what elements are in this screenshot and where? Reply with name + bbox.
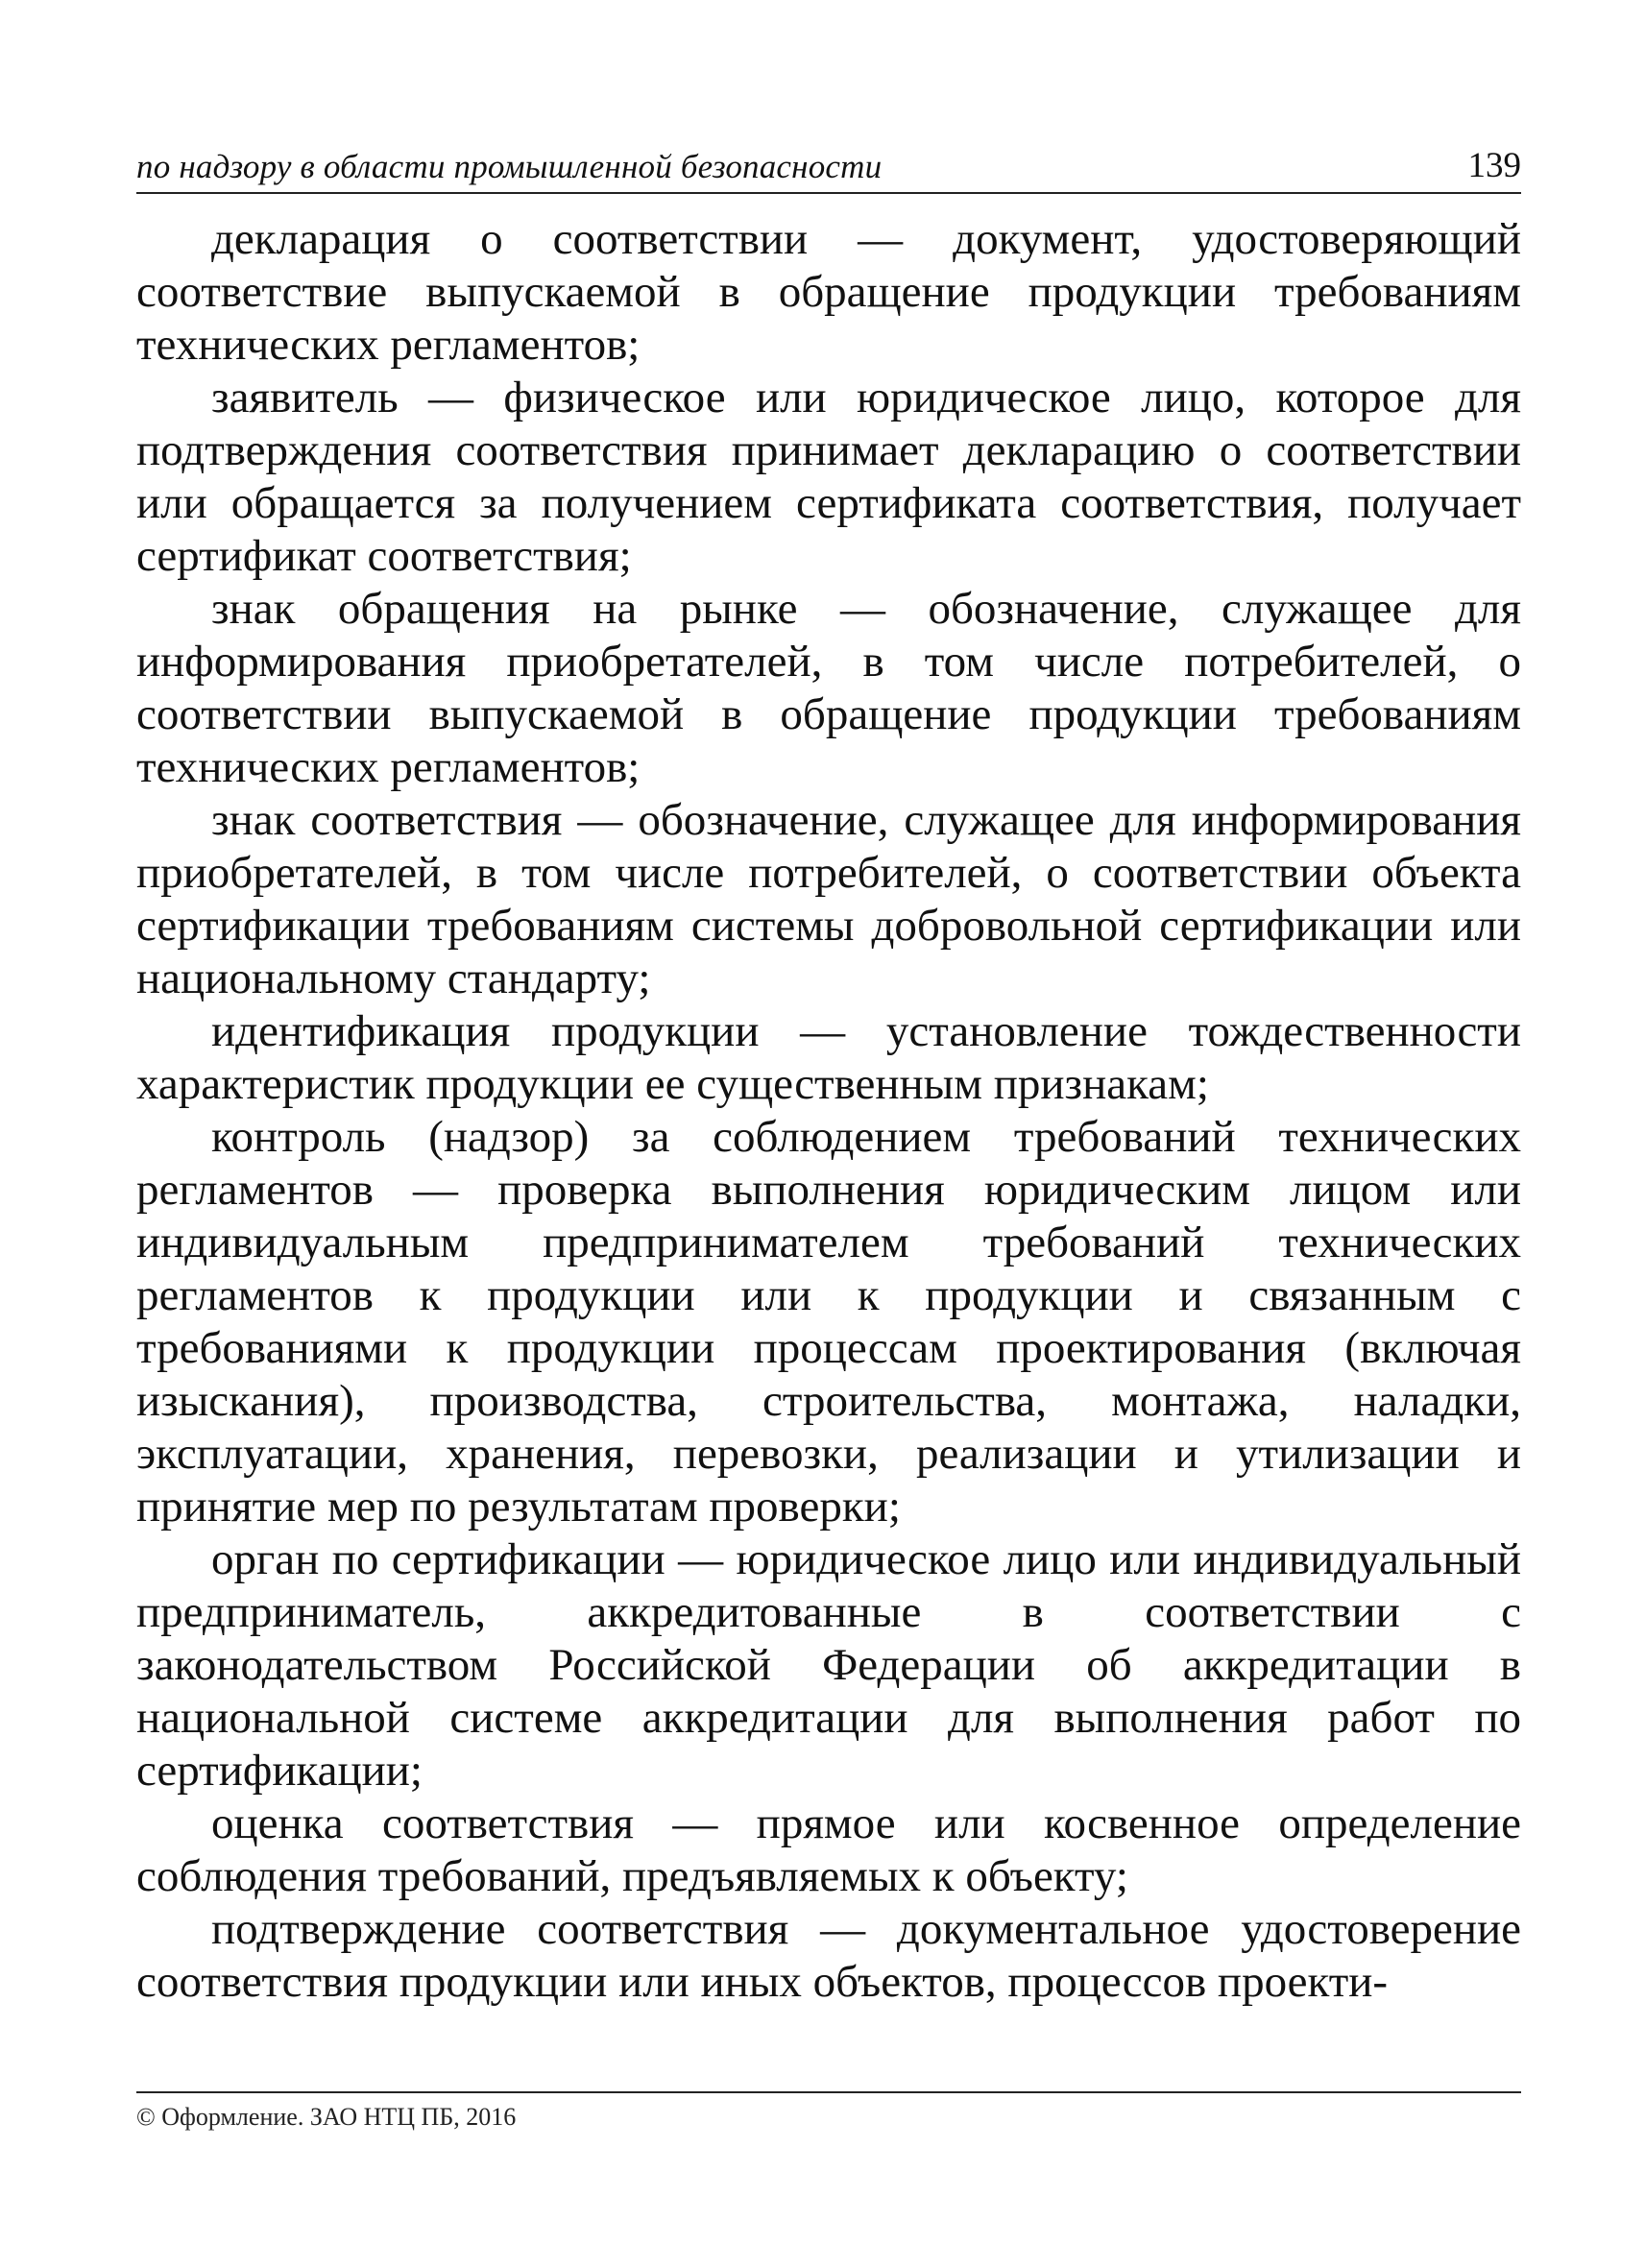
paragraph-market-mark: знак обращения на рынке — обозначение, служащее для информирования приобретателей, в том числе потребителей, о соответствии выпускаемой в обращение продукции требованиям технических регламентов;: [136, 584, 1521, 792]
paragraph-applicant: заявитель — физическое или юридическое лицо, которое для подтверждения соответствия принимает декларацию о соответствии или обращается за получением сертификата соответствия, получает сертификат соответствия;: [136, 373, 1521, 581]
running-title: по надзору в области промышленной безопасности: [136, 148, 883, 185]
paragraph-control-supervision: контроль (надзор) за соблюдением требований технических регламентов — проверка выполнения юридическим лицом или индивидуальным предпринимателем требований технических регламентов к продукции или к продукции и связанным с требованиями к продукции процессам проектирования (включая изыскания), производства, строительства, монтажа, наладки, эксплуатации, хранения, перевозки, реализации и утилизации и принятие мер по результатам проверки;: [136, 1112, 1521, 1532]
page-number: 139: [1467, 146, 1521, 185]
paragraph-conformity-mark: знак соответствия — обозначение, служащее для информирования приобретателей, в том числе потребителей, о соответствии объекта сертификации требованиям системы добровольной сертификации или национальному стандарту;: [136, 795, 1521, 1003]
body-text: [136, 213, 1521, 2009]
paragraph-product-identification: идентификация продукции — установление тождественности характеристик продукции ее существенным признакам;: [136, 1006, 1521, 1109]
copyright-note: © Оформление. ЗАО НТЦ ПБ, 2016: [136, 2103, 517, 2131]
running-header: [136, 142, 1521, 194]
paragraph-conformity-confirmation: подтверждение соответствия — документальное удостоверение соответствия продукции или иных объектов, процессов проекти-: [136, 1904, 1521, 2007]
paragraph-certification-body: орган по сертификации — юридическое лицо или индивидуальный предприниматель, аккредитованные в соответствии с законодательством Российской Федерации об аккредитации в национальной системе аккредитации для выполнения работ по сертификации;: [136, 1534, 1521, 1796]
paragraph-conformity-assessment: оценка соответствия — прямое или косвенное определение соблюдения требований, предъявляемых к объекту;: [136, 1798, 1521, 1901]
footer-divider: [136, 2091, 1521, 2093]
paragraph-declaration: декларация о соответствии — документ, удостоверяющий соответствие выпускаемой в обращение продукции требованиям технических регламентов;: [136, 214, 1521, 370]
